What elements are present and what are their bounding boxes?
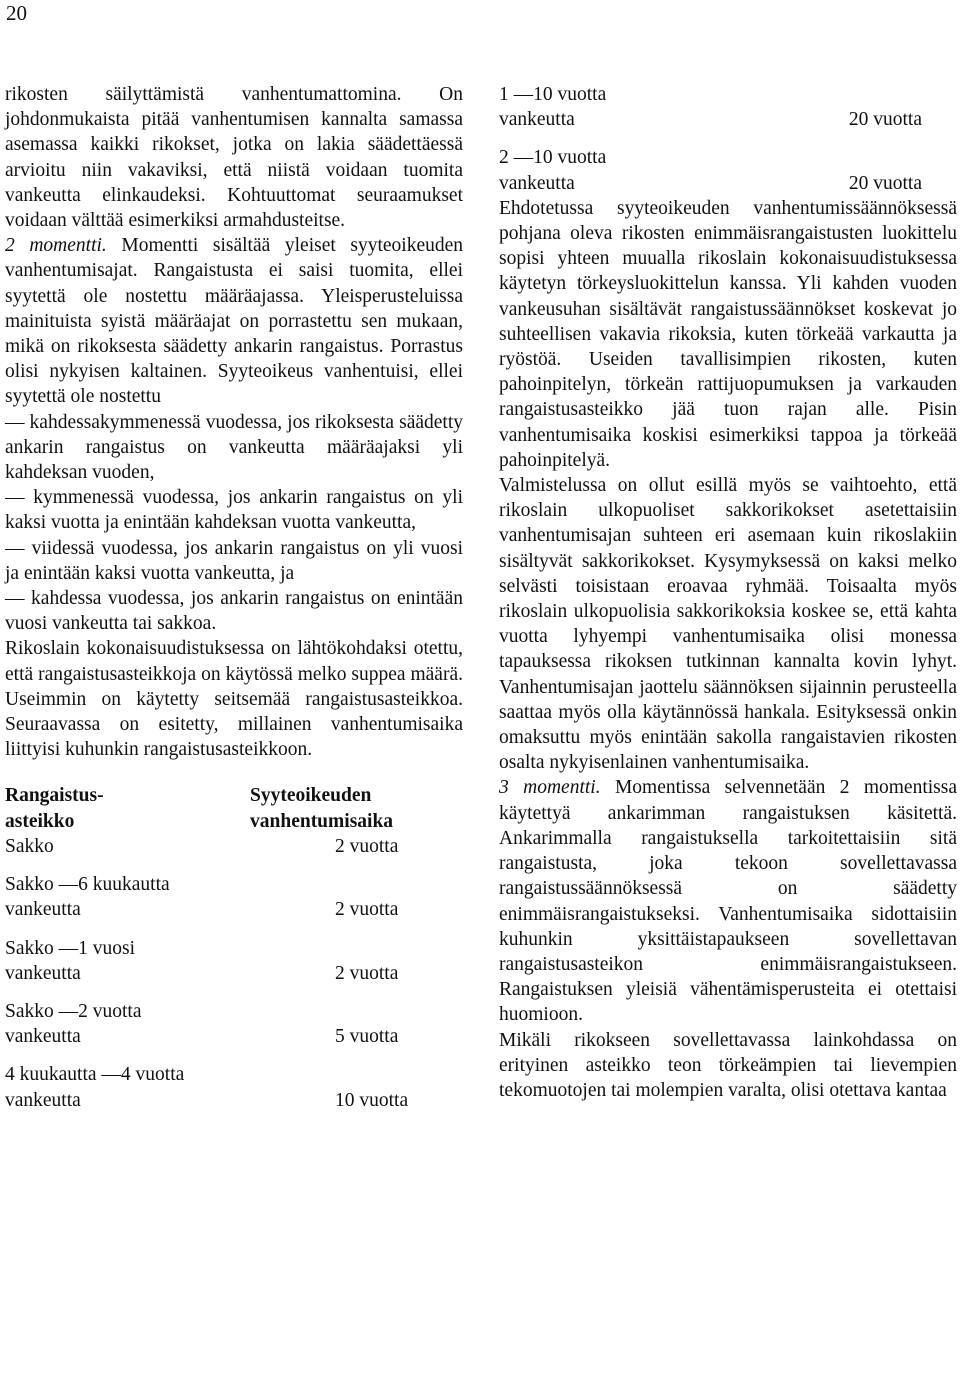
list-item: — kahdessakymmenessä vuodessa, jos rikoksesta säädetty ankarin rangaistus on vankeutta määräajaksi yli kahdeksan vuoden, bbox=[5, 411, 463, 484]
table-cell: 10 vuotta bbox=[335, 1089, 409, 1111]
list-item: — kymmenessä vuodessa, jos ankarin rangaistus on yli kaksi vuotta ja enintään kahdeksan vuotta vankeutta, bbox=[5, 487, 463, 534]
table-row bbox=[5, 1062, 463, 1112]
table-cell: Sakko bbox=[5, 835, 54, 857]
table-row bbox=[5, 936, 463, 986]
page-number: 20 bbox=[6, 1, 27, 25]
header-cell: asteikko bbox=[5, 810, 75, 832]
table-row bbox=[5, 999, 463, 1049]
table-cell: 2 vuotta bbox=[335, 962, 399, 984]
table-cell: Sakko —1 vuosi bbox=[5, 937, 136, 959]
left-column bbox=[5, 82, 463, 1113]
paragraph-text: Momentti sisältää yleiset syyteoikeuden vanhentumisajat. Rangaistusta ei saisi tuomita, ellei syytettä ole nostettu määräajassa. Yleisperusteluissa mainituista syistä määräajat on porrastettu sen mukaan, mikä on rikoksesta säädetty ankarin rangaistus. Porrastus olisi nykyisen kaltainen. Syyteoikeus vanhentuisi, ellei syytettä ole nostettu bbox=[5, 235, 463, 408]
paragraph: Mikäli rikokseen sovellettavassa lainkohdassa on erityinen asteikko teon törkeämpien tai lievempien tekomuotojen tai molempien varalta, olisi otettava kantaa bbox=[499, 1029, 957, 1101]
table-row bbox=[5, 834, 463, 859]
table-cell: 5 vuotta bbox=[335, 1026, 399, 1048]
table-cell: Sakko —6 kuukautta bbox=[5, 874, 170, 896]
table-cell: 20 vuotta bbox=[848, 172, 922, 194]
table-continuation bbox=[499, 82, 957, 196]
header-cell: Syyteoikeuden bbox=[250, 785, 372, 807]
table-cell: vankeutta bbox=[5, 1026, 81, 1048]
table-cell: 1 —10 vuotta bbox=[499, 84, 607, 105]
paragraph-text: Momentissa selvennetään 2 momentissa käytettyä ankarimman rangaistuksen käsitettä. Ankarimmalla rangaistuksella tarkoitettaisiin sitä rangaistusta, joka tekoon sovellettavassa rangaistussäännöksessä on säädetty enimmäisrangaistukseksi. Vanhentumisaika sidottaisiin kuhunkin yksittäistapaukseen sovellettavan rangaistusasteikon enimmäisrangaistukseen. Rangaistuksen yleisiä vähentämisperusteita ei otettaisi huomioon. bbox=[499, 777, 958, 1026]
table-cell: 2 vuotta bbox=[335, 899, 399, 921]
table-cell: vankeutta bbox=[5, 1089, 81, 1111]
header-cell: Rangaistus- bbox=[5, 785, 104, 807]
table-cell: vankeutta bbox=[5, 962, 81, 984]
table-cell: 2 —10 vuotta bbox=[499, 147, 607, 169]
moment-label: 2 momentti. bbox=[5, 235, 107, 257]
paragraph: Ehdotetussa syyteoikeuden vanhentumissäännöksessä pohjana oleva rikosten enimmäisrangaistusten luokittelu sopisi yhteen muualla rikoslain kokonaisuudistuksessa käytetyn törkeysluokittelun kanssa. Yli kahden vuoden vankeusuhan sisältävät rangaistussäännökset koskevat jo suhteellisen vakavia rikoksia, kuten törkeää varkautta ja ryöstöä. Useiden tavallisimpien rikosten, kuten pahoinpitelyn, törkeän rattijuopumuksen ja varkauden rangaistusasteikko jää tuon rajan alle. Pisin vanhentumisaika koskisi esimerkiksi tappoa ja törkeää pahoinpitelyä. bbox=[499, 197, 957, 471]
table-cell: vankeutta bbox=[499, 172, 575, 194]
table-cell: 2 vuotta bbox=[335, 835, 399, 857]
table-row bbox=[499, 171, 957, 196]
header-cell: vanhentumisaika bbox=[250, 810, 394, 832]
table-row bbox=[499, 107, 957, 132]
paragraph: Rikoslain kokonaisuudistuksessa on lähtökohdaksi otettu, että rangaistusasteikkoja on käytössä melko suppea määrä. Useimmin on käytetty seitsemää rangaistusasteikkoa. Seuraavassa on esitetty, millainen vanhentumisaika liittyisi kuhunkin rangaistusasteikkoon. bbox=[5, 638, 463, 761]
paragraph bbox=[499, 775, 957, 1027]
table-cell: vankeutta bbox=[5, 899, 81, 921]
penalty-table bbox=[5, 783, 463, 1112]
paragraph: rikosten säilyttämistä vanhentumattomina. On johdonmukaista pitää vanhentumisen kannalta samassa asemassa kaikki rikokset, jotka on lakia säädettäessä arvioitu niin vakaviksi, että niistä voidaan tuomita vankeutta elinkaudeksi. Kohtuuttomat seuraamukset voidaan välttää esimerkiksi armahdusteitse. bbox=[5, 84, 463, 232]
list-item: — viidessä vuodessa, jos ankarin rangaistus on yli vuosi ja enintään kaksi vuotta vankeutta, ja bbox=[5, 537, 463, 584]
table-cell: 20 vuotta bbox=[848, 109, 922, 131]
right-column bbox=[499, 82, 957, 1103]
table-row bbox=[5, 872, 463, 922]
list-item: — kahdessa vuodessa, jos ankarin rangaistus on enintään vuosi vankeutta tai sakkoa. bbox=[5, 588, 463, 635]
table-cell: Sakko —2 vuotta bbox=[5, 1000, 142, 1022]
table-cell: vankeutta bbox=[499, 109, 575, 131]
table-cell: 4 kuukautta —4 vuotta bbox=[5, 1064, 185, 1086]
paragraph bbox=[5, 233, 463, 409]
paragraph: Valmistelussa on ollut esillä myös se vaihtoehto, että rikoslain ulkopuoliset sakkorikokset asetettaisiin vanhentumisajan suhteen eri asemaan kuin rikoslakiin sisältyvät sakkorikokset. Kysymyksessä on kaksi melko selvästi toisistaan eroavaa ryhmää. Toisaalta myös rikoslain ulkopuolisia sakkorikoksia koskee se, että kahta vuotta lyhyempi vanhentumisaika olisi monessa tapauksessa rikoksen tutkinnan kannalta kovin lyhyt. Vanhentumisajan jaottelu säännöksen sijainnin perusteella saattaa myös olla käytännössä hankala. Esityksessä onkin omaksuttu myös enintään sakolla rangaistavien rikosten osalta nykyisenlainen vanhentumisaika. bbox=[499, 475, 957, 774]
table-header bbox=[5, 783, 463, 833]
moment-label: 3 momentti. bbox=[499, 777, 601, 799]
